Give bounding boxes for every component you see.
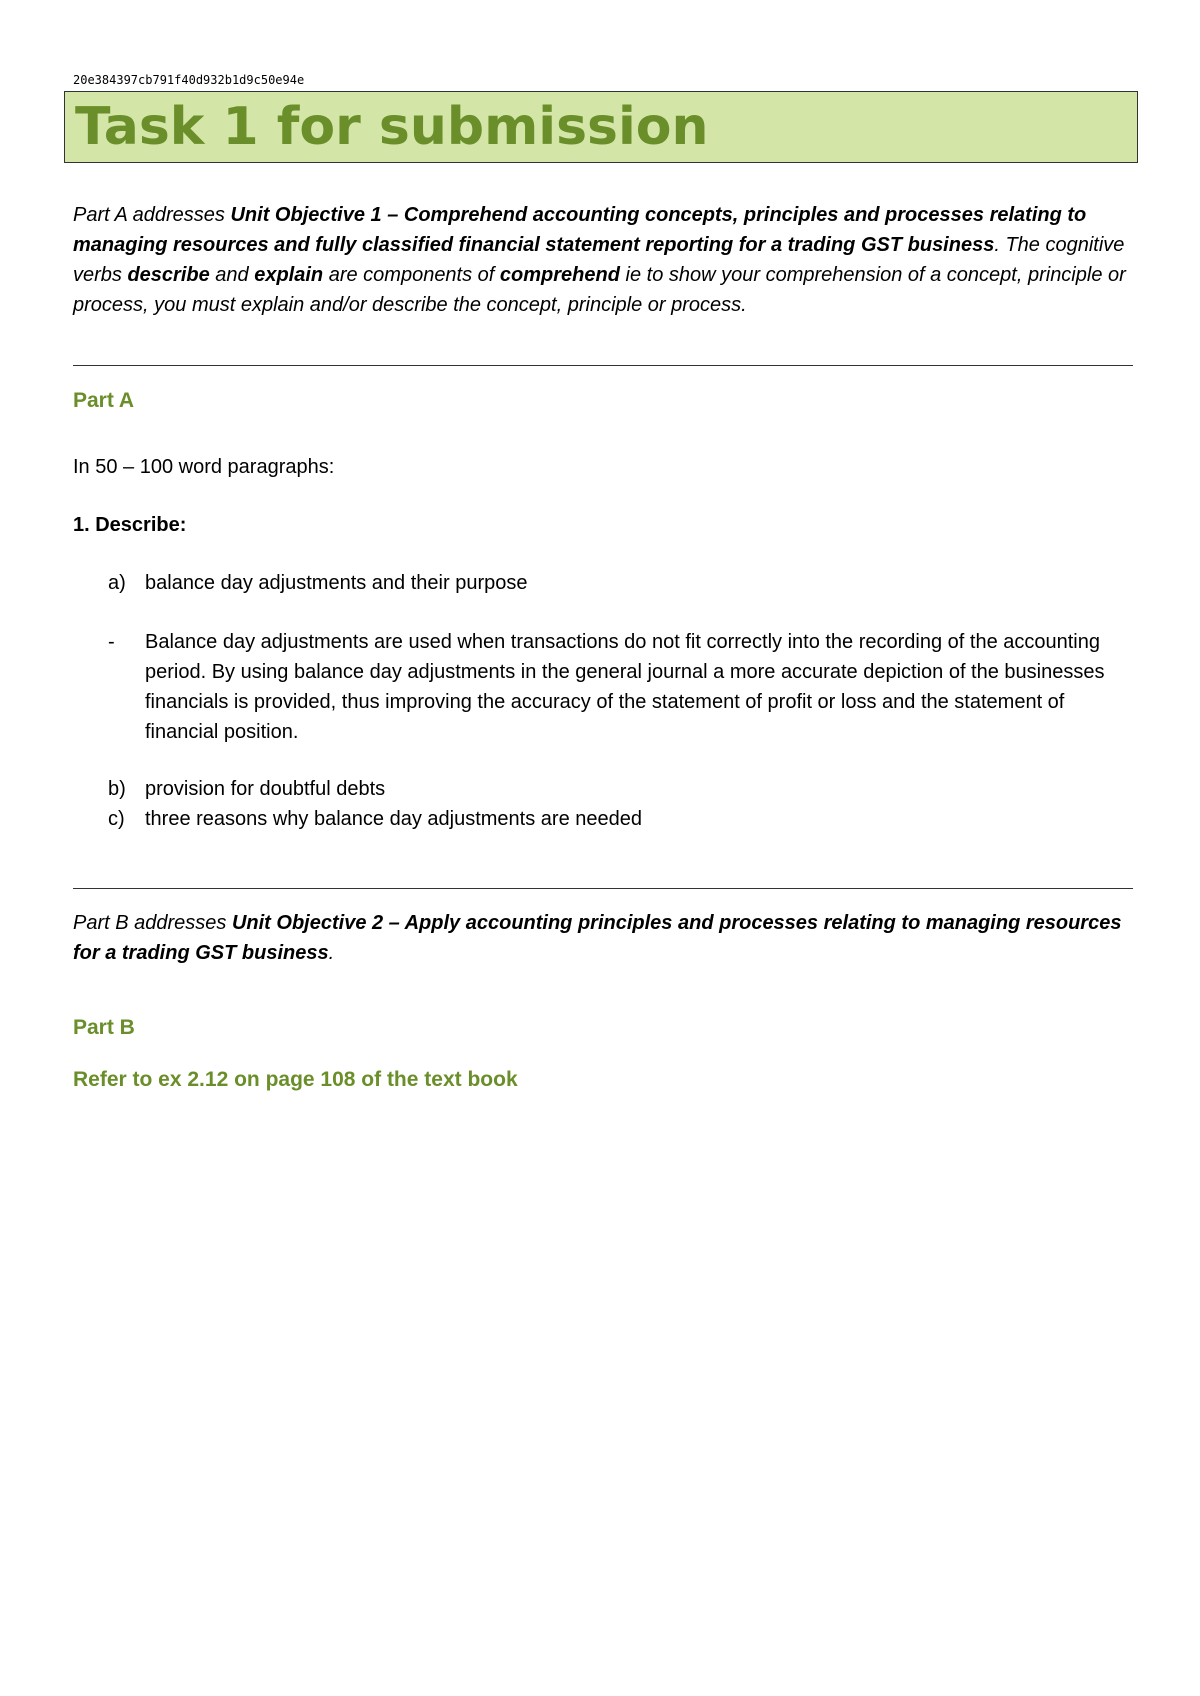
intro-text: Part B addresses bbox=[73, 912, 232, 934]
part-b-heading: Part B bbox=[73, 1016, 135, 1039]
intro-text: and bbox=[209, 264, 255, 286]
instruction-text: In 50 – 100 word paragraphs: bbox=[73, 456, 335, 478]
unit-objective-2: Unit Objective 2 – Apply accounting principles and processes relating to managing resources for a trading GST business bbox=[73, 912, 1122, 964]
list-item-c bbox=[108, 804, 1133, 834]
list-marker: c) bbox=[108, 808, 125, 830]
intro-text: are components of bbox=[323, 264, 500, 286]
part-b-reference: Refer to ex 2.12 on page 108 of the text book bbox=[73, 1068, 518, 1091]
intro-text: ie to show your comprehension of a concept, principle or process, you must explain and/or describe the concept, principle or process. bbox=[73, 264, 1126, 316]
list-marker: b) bbox=[108, 778, 126, 800]
part-a-intro bbox=[73, 200, 1133, 320]
intro-text: . bbox=[328, 942, 335, 964]
list-marker: a) bbox=[108, 572, 126, 594]
list-item-text: provision for doubtful debts bbox=[145, 778, 386, 800]
divider-line bbox=[73, 365, 1133, 366]
part-a-heading: Part A bbox=[73, 389, 135, 412]
unit-objective-1: Unit Objective 1 – Comprehend accounting concepts, principles and processes relating to managing resources and fully classified financial statement reporting for a trading GST business bbox=[73, 204, 1087, 256]
list-item-text: three reasons why balance day adjustments are needed bbox=[145, 808, 642, 830]
intro-text: Part A addresses bbox=[73, 204, 231, 226]
intro-text: . The cognitive verbs bbox=[73, 234, 1125, 286]
verb-explain: explain bbox=[254, 264, 324, 286]
verb-comprehend: comprehend bbox=[499, 264, 620, 286]
part-b-intro bbox=[73, 908, 1133, 968]
list-marker: - bbox=[108, 631, 115, 653]
question-1: 1. Describe: bbox=[73, 514, 187, 536]
divider-line bbox=[73, 888, 1133, 889]
page-title: Task 1 for submission bbox=[75, 97, 709, 157]
verb-describe: describe bbox=[127, 264, 210, 286]
title-box bbox=[64, 91, 1138, 163]
answer-bullet bbox=[108, 627, 1133, 747]
list-item-text: balance day adjustments and their purpose bbox=[145, 572, 528, 594]
answer-text: Balance day adjustments are used when transactions do not fit correctly into the recording of the accounting period. By using balance day adjustments in the general journal a more accurate depiction of the businesses financials is provided, thus improving the accuracy of the statement of profit or loss and the statement of financial position. bbox=[145, 631, 1105, 743]
list-item-a bbox=[108, 568, 1133, 598]
document-id: 20e384397cb791f40d932b1d9c50e94e bbox=[73, 73, 305, 87]
list-item-b bbox=[108, 774, 1133, 804]
